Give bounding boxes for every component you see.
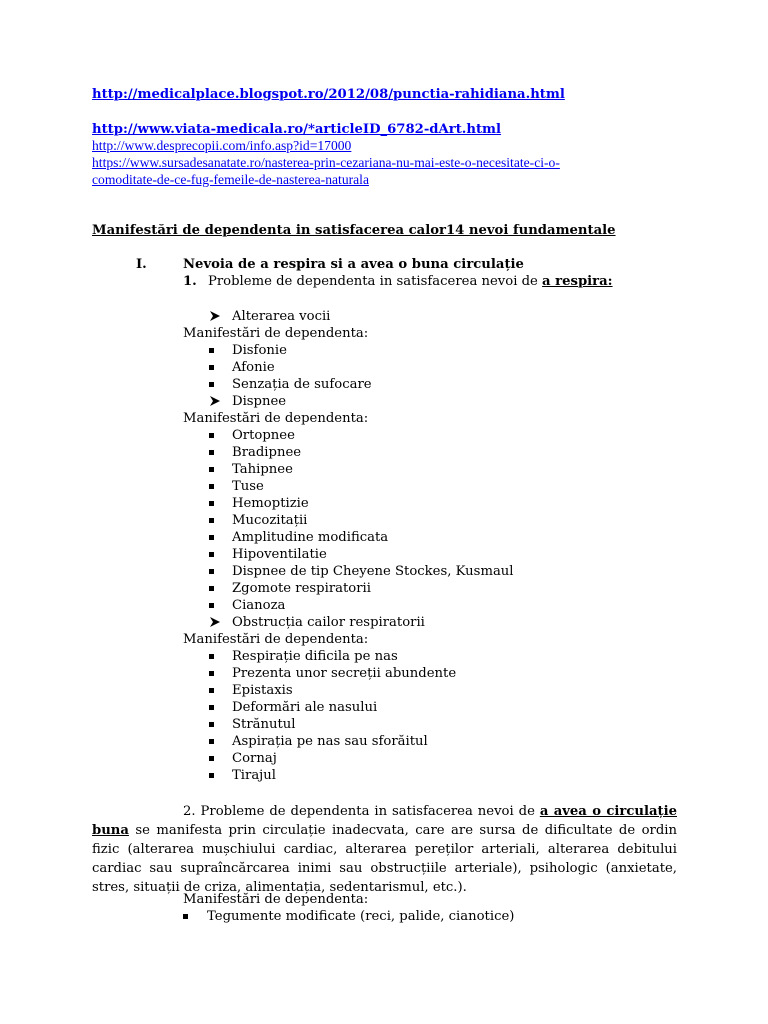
square-bullet-icon (209, 671, 214, 676)
square-bullet-icon (209, 467, 214, 472)
square-bullet-icon (209, 569, 214, 574)
list-item: Aspirația pe nas sau sforăitul (232, 734, 428, 749)
paragraph-underlined-a: a avea o circulație (539, 804, 677, 819)
group-title: Alterarea vocii (232, 309, 331, 324)
arrow-bullet-icon (209, 310, 221, 322)
paragraph-underlined-b: buna (92, 823, 129, 838)
square-bullet-icon (209, 484, 214, 489)
list-item: Tuse (232, 479, 264, 494)
list-item: Disfonie (232, 343, 287, 358)
manifest-label: Manifestări de dependenta: (183, 632, 369, 647)
manifest-label: Manifestări de dependenta: (183, 892, 369, 907)
square-bullet-icon (209, 552, 214, 557)
arrow-bullet-icon (209, 616, 221, 628)
paragraph-rest: se manifesta prin circulație inadecvata, care are sursa de dificultate de ordin fizic (alterarea mușchiului cardiac, alterarea pereților arteriali, alterarea debitului cardiac sau supraîncărcarea inimi sau obstrucțiile arteriale), psihologic (anxietate, stres, situații de criza, alimentația, sedentarismul, etc.). (92, 823, 677, 895)
subsection-title-text: Probleme de dependenta in satisfacerea nevoi de (208, 274, 543, 289)
square-bullet-icon (209, 705, 214, 710)
square-bullet-icon (209, 773, 214, 778)
list-item: Deformări ale nasului (232, 700, 378, 715)
link-viata-medicala[interactable]: http://www.viata-medicala.ro/*articleID_6782-dArt.html (92, 122, 502, 137)
square-bullet-icon (209, 365, 214, 370)
link-sursadesanatate-line2[interactable]: comoditate-de-ce-fug-femeile-de-nasterea-naturala (92, 172, 369, 187)
list-item: Zgomote respiratorii (232, 581, 371, 596)
list-item: Prezenta unor secreții abundente (232, 666, 457, 681)
square-bullet-icon (209, 518, 214, 523)
square-bullet-icon (209, 722, 214, 727)
link-medicalplace[interactable]: http://medicalplace.blogspot.ro/2012/08/punctia-rahidiana.html (92, 87, 565, 102)
square-bullet-icon (209, 433, 214, 438)
square-bullet-icon (209, 382, 214, 387)
square-bullet-icon (209, 739, 214, 744)
manifest-label: Manifestări de dependenta: (183, 411, 369, 426)
list-item: Hemoptizie (232, 496, 309, 511)
link-sursadesanatate-line1[interactable]: https://www.sursadesanatate.ro/nasterea-prin-cezariana-nu-mai-este-o-necesitate-ci-o- (92, 155, 560, 170)
list-item: Bradipnee (232, 445, 302, 460)
list-item: Ortopnee (232, 428, 295, 443)
page-heading: Manifestări de dependenta in satisfacerea calor14 nevoi fundamentale (92, 223, 616, 238)
paragraph-prefix: 2. Probleme de dependenta in satisfacerea nevoi de (183, 804, 540, 819)
square-bullet-icon (209, 654, 214, 659)
list-item: Respirație dificila pe nas (232, 649, 398, 664)
list-item: Cornaj (232, 751, 277, 766)
square-bullet-icon (209, 535, 214, 540)
list-item: Tegumente modificate (reci, palide, cianotice) (207, 909, 515, 924)
list-item: Dispnee de tip Cheyene Stockes, Kusmaul (232, 564, 514, 579)
square-bullet-icon (209, 603, 214, 608)
square-bullet-icon (209, 688, 214, 693)
square-bullet-icon (209, 501, 214, 506)
manifest-label: Manifestări de dependenta: (183, 326, 369, 341)
arrow-bullet-icon (209, 395, 221, 407)
square-bullet-icon (209, 756, 214, 761)
subsection-2-paragraph (92, 802, 677, 897)
list-item: Senzația de sufocare (232, 377, 372, 392)
subsection-title-underlined: a respira: (542, 274, 613, 289)
list-item: Hipoventilatie (232, 547, 327, 562)
list-item: Tahipnee (232, 462, 293, 477)
square-bullet-icon (209, 586, 214, 591)
list-item: Afonie (232, 360, 275, 375)
square-bullet-icon (183, 914, 188, 919)
list-item: Strănutul (232, 717, 296, 732)
square-bullet-icon (209, 348, 214, 353)
group-title: Dispnee (232, 394, 287, 409)
section-title: Nevoia de a respira si a avea o buna circulație (183, 257, 524, 272)
section-roman-number: I. (136, 257, 147, 272)
link-desprecopii[interactable]: http://www.desprecopii.com/info.asp?id=17000 (92, 138, 352, 153)
group-title: Obstrucția cailor respiratorii (232, 615, 425, 630)
square-bullet-icon (209, 450, 214, 455)
list-item: Cianoza (232, 598, 286, 613)
subsection-title (208, 273, 613, 290)
list-item: Epistaxis (232, 683, 293, 698)
list-item: Tirajul (232, 768, 276, 783)
list-item: Amplitudine modificata (232, 530, 389, 545)
list-item: Mucozitații (232, 513, 308, 528)
subsection-number: 1. (183, 274, 197, 289)
